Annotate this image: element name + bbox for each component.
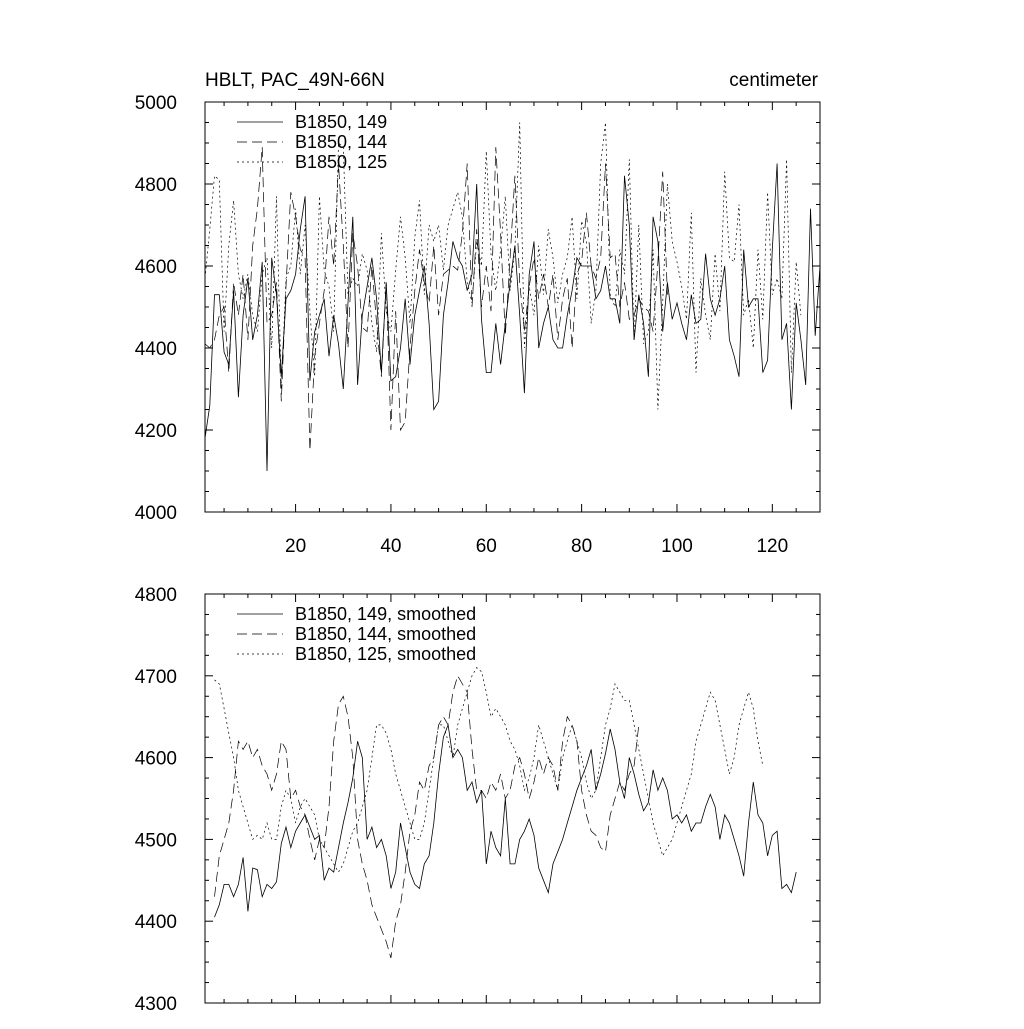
y-tick-label: 4700 [134,666,177,688]
bottom-panel [135,585,820,1015]
series-line-1 [205,164,820,472]
y-tick-label: 4200 [134,421,177,442]
series-line-3 [215,668,763,873]
y-tick-label: 5000 [134,93,177,114]
x-tick-label: 120 [756,536,789,557]
y-tick-label: 4800 [134,175,177,196]
chart-title: HBLT, PAC_49N-66N [205,70,385,91]
x-tick-label: 80 [571,536,593,557]
y-tick-label: 4500 [134,830,177,852]
x-tick-label: 40 [380,536,402,557]
legend-label-3: B1850, 125 [295,152,388,172]
top-panel [135,70,820,557]
y-tick-label: 4600 [134,257,177,278]
series-line-1 [215,725,797,917]
y-tick-label: 4400 [134,912,177,934]
legend-label-2: B1850, 144, smoothed [295,624,477,644]
legend-label-1: B1850, 149, smoothed [295,604,477,624]
y-tick-label: 4800 [134,585,177,606]
legend-label-1: B1850, 149 [295,112,388,132]
series-line-2 [215,676,639,958]
y-tick-label: 4400 [134,339,177,360]
units-label: centimeter [729,70,818,91]
y-tick-label: 4000 [134,503,177,524]
x-tick-label: 100 [661,536,693,557]
y-tick-label: 4600 [134,748,177,770]
x-tick-label: 20 [285,536,307,557]
legend-label-3: B1850, 125, smoothed [295,644,477,664]
legend-label-2: B1850, 144 [295,132,388,152]
x-tick-label: 60 [475,536,497,557]
y-tick-label: 4300 [134,994,177,1015]
